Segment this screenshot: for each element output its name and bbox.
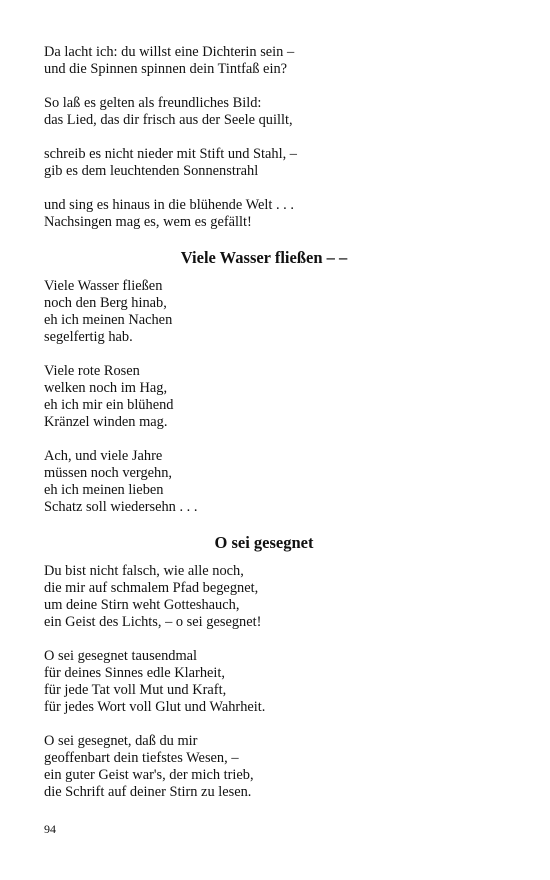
verse-line: die Schrift auf deiner Stirn zu lesen.: [44, 784, 252, 800]
verse-line: und die Spinnen spinnen dein Tintfaß ein?: [44, 61, 288, 77]
stanza: [44, 44, 484, 78]
page-number: 94: [44, 822, 56, 836]
verse-line: geoffenbart dein tiefstes Wesen, –: [44, 750, 239, 766]
verse-line: Viele Wasser fließen: [44, 278, 163, 294]
verse-line: die mir auf schmalem Pfad begegnet,: [44, 580, 259, 596]
verse-line: um deine Stirn weht Gotteshauch,: [44, 597, 240, 613]
verse-line: müssen noch vergehn,: [44, 465, 173, 481]
verse-line: und sing es hinaus in die blühende Welt . . .: [44, 197, 294, 213]
verse-line: Du bist nicht falsch, wie alle noch,: [44, 563, 244, 579]
verse-line: Ach, und viele Jahre: [44, 448, 163, 464]
verse-line: für deines Sinnes edle Klarheit,: [44, 665, 226, 681]
verse-line: segelfertig hab.: [44, 329, 133, 345]
verse-line: ein Geist des Lichts, – o sei gesegnet!: [44, 614, 262, 630]
verse-line: ein guter Geist war's, der mich trieb,: [44, 767, 254, 783]
stanza: [44, 197, 484, 231]
verse-line: eh ich meinen lieben: [44, 482, 164, 498]
verse-line: Viele rote Rosen: [44, 363, 140, 379]
stanza: [44, 563, 484, 631]
verse-line: für jede Tat voll Mut und Kraft,: [44, 682, 227, 698]
stanza: [44, 95, 484, 129]
stanza: [44, 146, 484, 180]
verse-line: O sei gesegnet, daß du mir: [44, 733, 198, 749]
stanza: [44, 363, 484, 431]
verse-line: Nachsingen mag es, wem es gefällt!: [44, 214, 252, 230]
stanza: [44, 733, 484, 801]
verse-line: eh ich mir ein blühend: [44, 397, 174, 413]
poem-title: Viele Wasser fließen – –: [180, 248, 348, 267]
stanza: [44, 448, 484, 516]
stanza: [44, 648, 484, 716]
poem-title: O sei gesegnet: [214, 533, 314, 552]
verse-line: eh ich meinen Nachen: [44, 312, 173, 328]
verse-line: Kränzel winden mag.: [44, 414, 168, 430]
verse-line: das Lied, das dir frisch aus der Seele quillt,: [44, 112, 293, 128]
verse-line: Da lacht ich: du willst eine Dichterin sein –: [44, 44, 295, 60]
verse-line: welken noch im Hag,: [44, 380, 168, 396]
verse-line: für jedes Wort voll Glut und Wahrheit.: [44, 699, 266, 715]
verse-line: gib es dem leuchtenden Sonnenstrahl: [44, 163, 259, 179]
verse-line: So laß es gelten als freundliches Bild:: [44, 95, 262, 111]
verse-line: noch den Berg hinab,: [44, 295, 167, 311]
stanza: [44, 278, 484, 346]
page-text: [44, 44, 484, 818]
verse-line: Schatz soll wiedersehn . . .: [44, 499, 198, 515]
verse-line: O sei gesegnet tausendmal: [44, 648, 198, 664]
verse-line: schreib es nicht nieder mit Stift und Stahl, –: [44, 146, 297, 162]
